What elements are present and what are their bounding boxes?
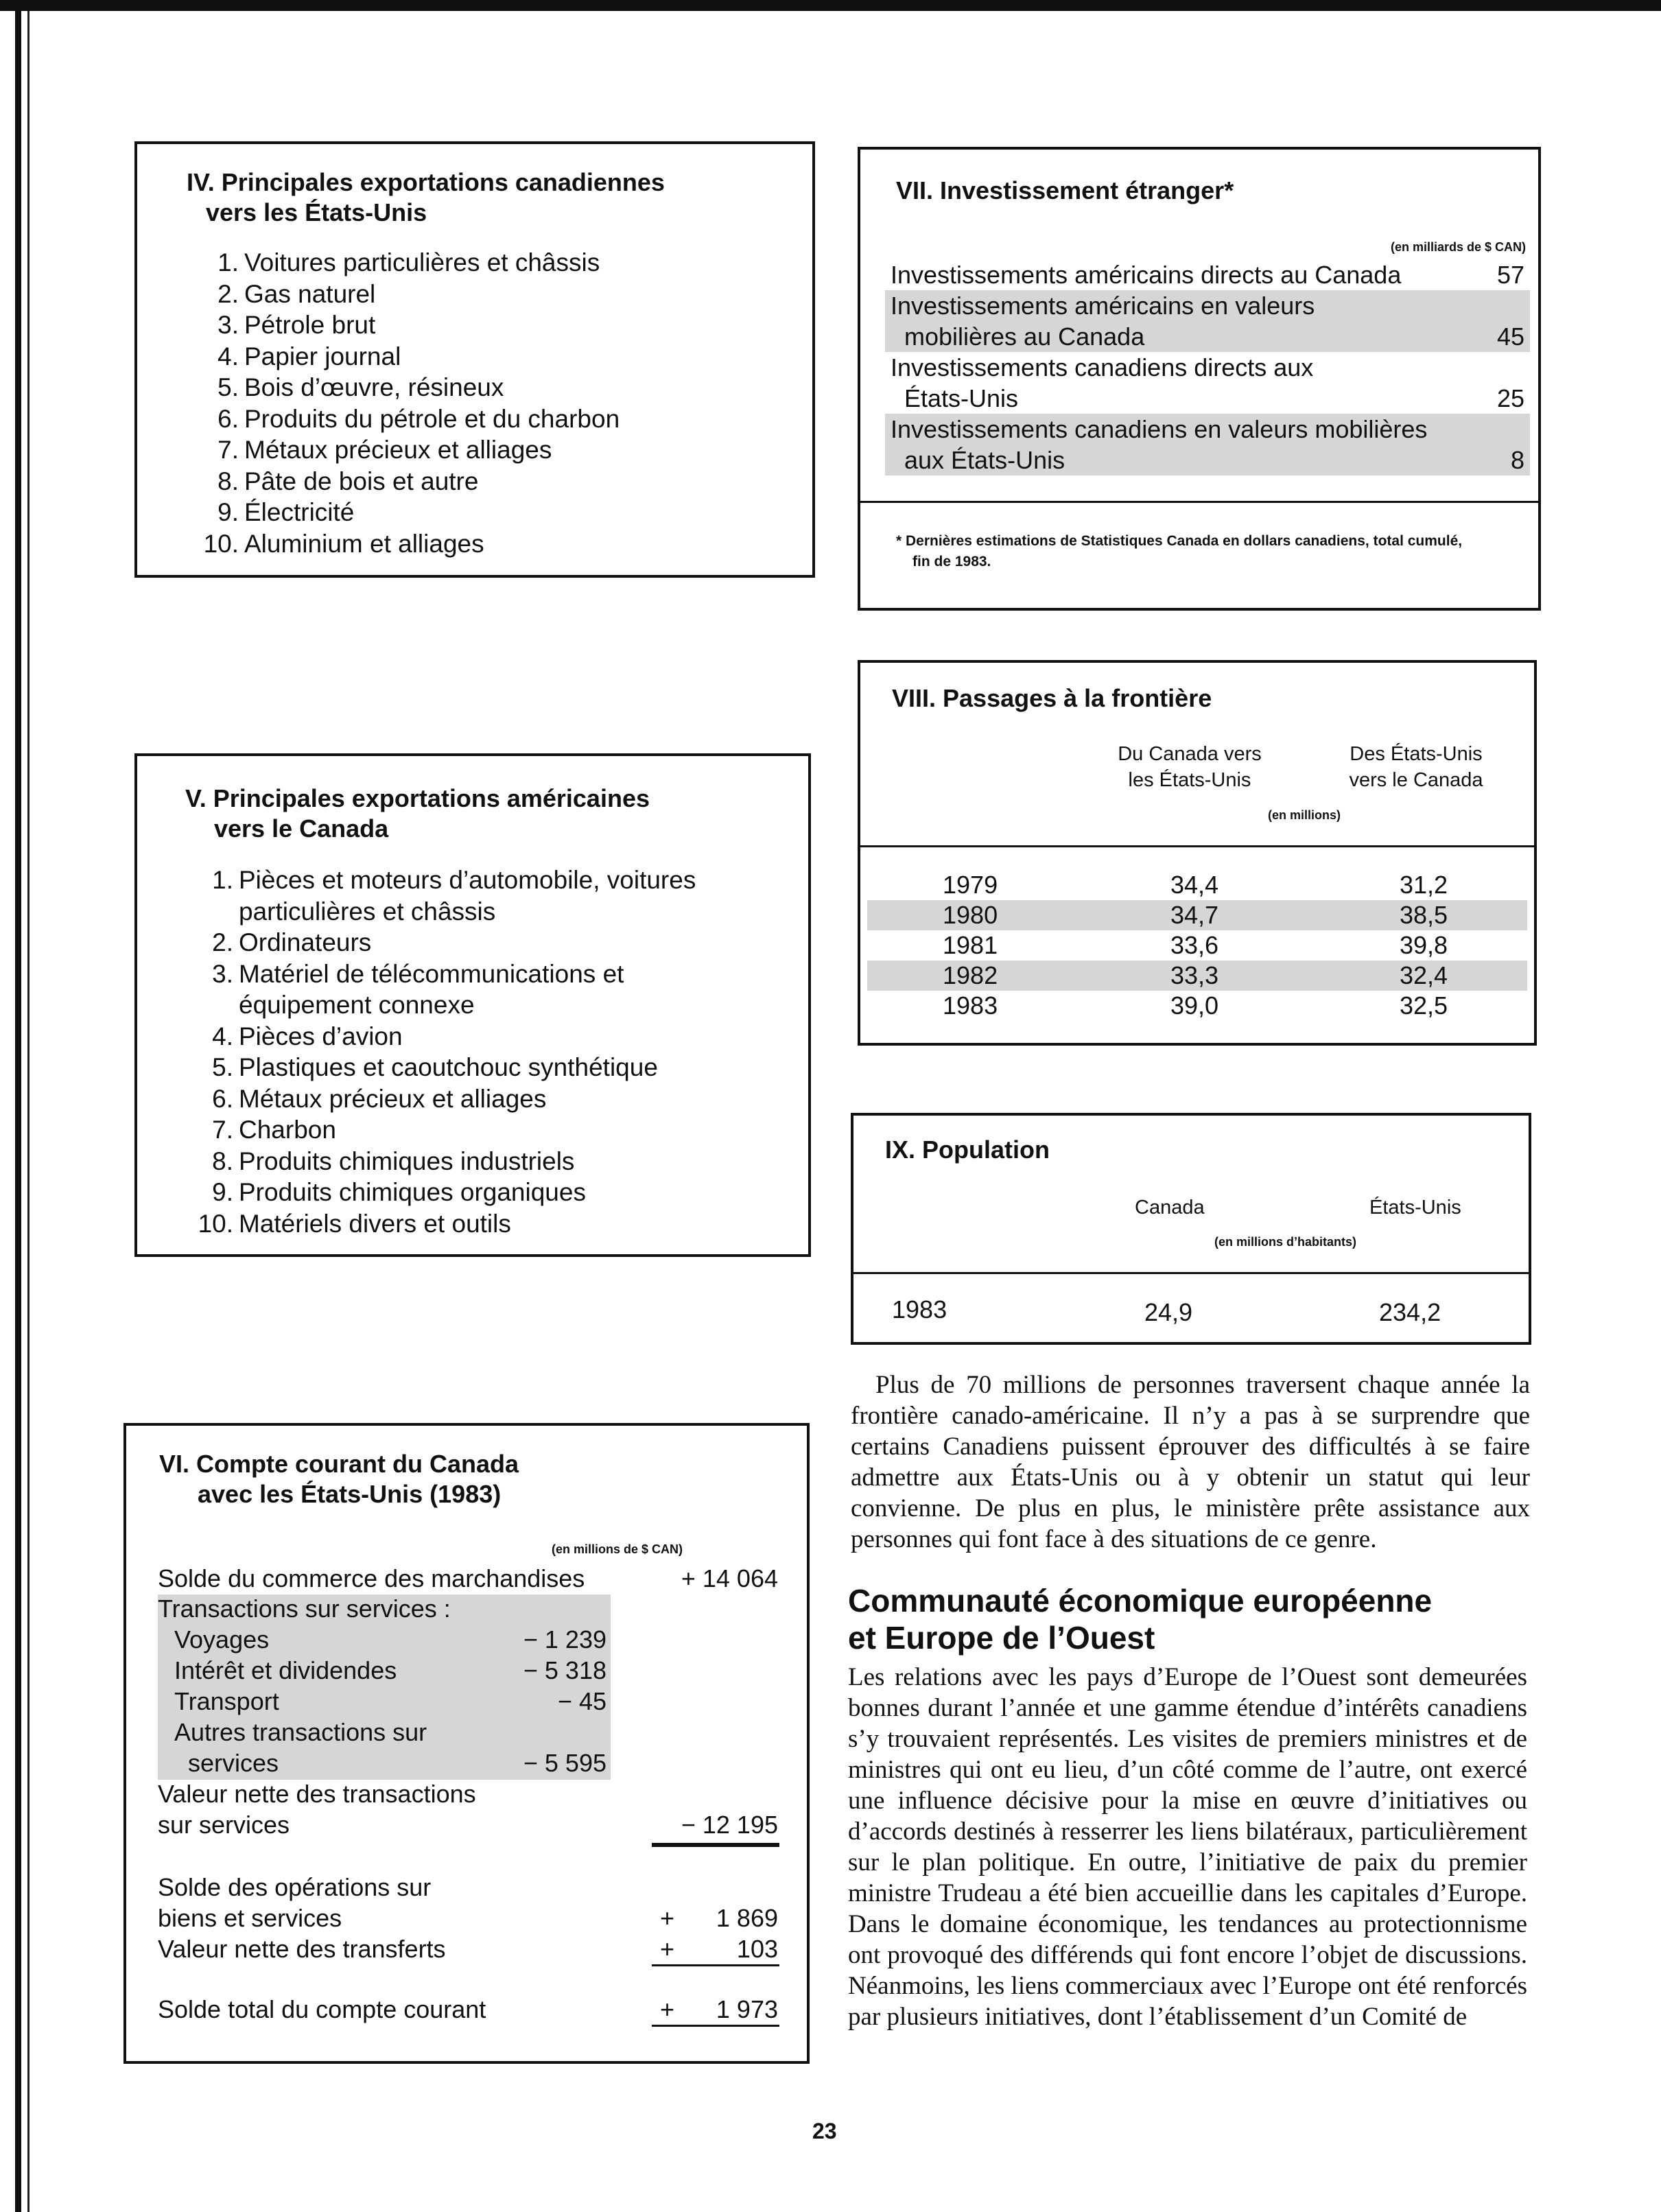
list-item-number: 6. bbox=[212, 1084, 233, 1113]
merch-label: Solde du commerce des marchandises bbox=[158, 1564, 585, 1592]
investment-label: Investissements américains en valeurs bbox=[891, 292, 1315, 320]
investment-value: 8 bbox=[1510, 446, 1524, 474]
services-label: Transactions sur services : bbox=[158, 1595, 451, 1623]
unit-label: (en milliards de $ CAN) bbox=[1390, 240, 1526, 254]
nette-label-cont: sur services bbox=[158, 1811, 290, 1839]
population-year: 1983 bbox=[892, 1295, 947, 1323]
biens-label: Solde des opérations sur bbox=[158, 1873, 432, 1901]
crossing-canada-us: 34,7 bbox=[1170, 901, 1219, 929]
list-item-text: Pâte de bois et autre bbox=[244, 467, 479, 495]
crossing-year: 1983 bbox=[943, 991, 998, 1020]
population-canada: 24,9 bbox=[1144, 1298, 1193, 1326]
page-number: 23 bbox=[812, 2119, 837, 2143]
footnote: * Dernières estimations de Statistiques Canada en dollars canadiens, total cumulé, fin de 1983. bbox=[896, 533, 1463, 569]
investment-row bbox=[885, 290, 1530, 352]
header-divider bbox=[860, 845, 1534, 847]
biens-sign: + bbox=[660, 1904, 675, 1932]
list-item bbox=[198, 497, 620, 528]
list-item-number: 1. bbox=[212, 866, 233, 894]
list-item-text: particulières et châssis bbox=[239, 897, 496, 926]
list-item bbox=[192, 1052, 696, 1083]
list-item-text: Électricité bbox=[244, 498, 355, 526]
biens-value: 1 869 bbox=[716, 1904, 778, 1932]
underline bbox=[652, 1964, 779, 1966]
list-item bbox=[192, 1146, 696, 1177]
interet-label: Intérêt et dividendes bbox=[174, 1656, 397, 1684]
list-item bbox=[192, 927, 696, 958]
list-item-number: 1. bbox=[217, 248, 239, 276]
underline bbox=[652, 2025, 779, 2027]
list-item bbox=[192, 896, 696, 928]
investment-label: Investissements canadiens directs aux bbox=[891, 353, 1314, 381]
investment-label: Investissements américains directs au Canada bbox=[891, 261, 1402, 289]
crossing-us-canada: 31,2 bbox=[1400, 871, 1448, 899]
nette-label: Valeur nette des transactions bbox=[158, 1780, 476, 1808]
list-item bbox=[198, 341, 620, 373]
crossing-canada-us: 33,6 bbox=[1170, 931, 1219, 959]
crossing-year: 1982 bbox=[943, 961, 998, 989]
list-item-number: 10. bbox=[203, 529, 239, 558]
list-item-number bbox=[192, 896, 239, 928]
investment-row bbox=[885, 259, 1530, 290]
section-heading: Communauté économique européenne et Europe de l’Ouest bbox=[848, 1583, 1433, 1656]
list-item bbox=[198, 247, 620, 279]
autres-label: Autres transactions sur bbox=[174, 1718, 427, 1746]
box-current-account bbox=[123, 1423, 810, 2064]
list-item-text: Pièces et moteurs d’automobile, voitures bbox=[239, 866, 696, 894]
crossing-row bbox=[867, 930, 1527, 961]
box-title: V. Principales exportations américaines vers le Canada bbox=[185, 784, 650, 843]
col-header-us: États-Unis bbox=[1369, 1197, 1461, 1219]
list-item bbox=[192, 958, 696, 990]
voyages-value: − 1 239 bbox=[523, 1625, 606, 1654]
double-underline bbox=[652, 1843, 779, 1847]
list-item bbox=[192, 1177, 696, 1208]
list-item-number: 3. bbox=[212, 959, 233, 988]
list-item-text: Produits du pétrole et du charbon bbox=[244, 404, 620, 433]
transport-value: − 45 bbox=[557, 1687, 606, 1715]
autres-label-cont: services bbox=[188, 1749, 279, 1777]
list-item bbox=[198, 279, 620, 310]
list-item-text: Matériels divers et outils bbox=[239, 1209, 511, 1238]
list-item-text: Charbon bbox=[239, 1116, 336, 1144]
transferts-sign: + bbox=[660, 1935, 675, 1963]
list-item bbox=[198, 372, 620, 403]
box-population bbox=[851, 1113, 1531, 1345]
crossing-canada-us: 39,0 bbox=[1170, 991, 1219, 1020]
crossing-row bbox=[867, 900, 1527, 930]
biens-label-cont: biens et services bbox=[158, 1904, 342, 1932]
list-item bbox=[198, 528, 620, 560]
list-item-text: Produits chimiques organiques bbox=[239, 1178, 586, 1206]
box-border-crossings bbox=[858, 660, 1537, 1046]
box-foreign-investment bbox=[858, 147, 1541, 611]
investment-label: Investissements canadiens en valeurs mobilières bbox=[891, 415, 1428, 443]
list-item-number: 3. bbox=[217, 311, 239, 339]
investment-value: 25 bbox=[1496, 384, 1524, 412]
list-item bbox=[192, 1021, 696, 1052]
investment-label-cont: États-Unis bbox=[904, 384, 1019, 412]
list-item-number: 8. bbox=[212, 1146, 233, 1175]
list-item bbox=[192, 864, 696, 896]
list-item bbox=[198, 434, 620, 466]
list-item-text: Ordinateurs bbox=[239, 928, 372, 956]
exports-list bbox=[198, 247, 620, 559]
investment-label-cont: mobilières au Canada bbox=[904, 322, 1145, 351]
box-title: VII. Investissement étranger* bbox=[896, 176, 1234, 204]
voyages-label: Voyages bbox=[174, 1625, 270, 1654]
list-item-text: Plastiques et caoutchouc synthétique bbox=[239, 1053, 658, 1081]
col-header-canada: Canada bbox=[1135, 1197, 1205, 1219]
list-item-number: 7. bbox=[212, 1116, 233, 1144]
list-item-text: Matériel de télécommunications et bbox=[239, 959, 624, 988]
crossing-us-canada: 38,5 bbox=[1400, 901, 1448, 929]
col-header-canada-us: Du Canada vers les États-Unis bbox=[1118, 743, 1262, 791]
crossing-year: 1980 bbox=[943, 901, 998, 929]
population-us: 234,2 bbox=[1379, 1298, 1441, 1326]
list-item-text: Métaux précieux et alliages bbox=[239, 1084, 547, 1113]
total-sign: + bbox=[660, 1995, 675, 2023]
list-item bbox=[192, 989, 696, 1021]
list-item bbox=[198, 466, 620, 497]
list-item-number bbox=[192, 989, 239, 1021]
crossing-row bbox=[867, 991, 1527, 1021]
box-title: IX. Population bbox=[885, 1136, 1050, 1164]
list-item-number: 4. bbox=[212, 1022, 233, 1050]
list-item bbox=[198, 403, 620, 435]
scan-left-edge bbox=[15, 0, 21, 2212]
crossing-row bbox=[867, 961, 1527, 991]
list-item-number: 2. bbox=[212, 928, 233, 956]
list-item bbox=[192, 1208, 696, 1240]
footnote-divider bbox=[860, 501, 1538, 503]
list-item bbox=[192, 1083, 696, 1115]
box-us-exports bbox=[134, 753, 811, 1257]
exports-list bbox=[192, 864, 696, 1239]
crossing-us-canada: 32,5 bbox=[1400, 991, 1448, 1020]
list-item-text: Produits chimiques industriels bbox=[239, 1146, 575, 1175]
unit-label: (en millions) bbox=[1268, 808, 1341, 822]
list-item-text: Gas naturel bbox=[244, 279, 376, 308]
nette-value: − 12 195 bbox=[681, 1811, 778, 1839]
list-item-text: Papier journal bbox=[244, 342, 401, 370]
investment-label-cont: aux États-Unis bbox=[904, 446, 1065, 474]
list-item-text: équipement connexe bbox=[239, 991, 475, 1019]
list-item-number: 7. bbox=[217, 436, 239, 464]
total-label: Solde total du compte courant bbox=[158, 1995, 486, 2023]
investment-value: 57 bbox=[1496, 261, 1524, 289]
list-item-text: Métaux précieux et alliages bbox=[244, 436, 552, 464]
list-item bbox=[198, 309, 620, 341]
header-divider bbox=[853, 1272, 1529, 1274]
crossing-us-canada: 32,4 bbox=[1400, 961, 1448, 989]
list-item-text: Aluminium et alliages bbox=[244, 529, 484, 558]
list-item-text: Voitures particulières et châssis bbox=[244, 248, 600, 276]
interet-value: − 5 318 bbox=[523, 1656, 606, 1684]
autres-value: − 5 595 bbox=[523, 1749, 606, 1777]
crossing-us-canada: 39,8 bbox=[1400, 931, 1448, 959]
list-item-number: 2. bbox=[217, 279, 239, 308]
list-item bbox=[192, 1114, 696, 1146]
investment-row bbox=[885, 414, 1530, 475]
list-item-text: Pétrole brut bbox=[244, 311, 376, 339]
list-item-number: 8. bbox=[217, 467, 239, 495]
total-value: 1 973 bbox=[716, 1995, 778, 2023]
list-item-text: Pièces d’avion bbox=[239, 1022, 403, 1050]
transport-label: Transport bbox=[174, 1687, 279, 1715]
list-item-number: 6. bbox=[217, 404, 239, 433]
crossing-canada-us: 34,4 bbox=[1170, 871, 1219, 899]
list-item-number: 9. bbox=[212, 1178, 233, 1206]
list-item-number: 5. bbox=[212, 1053, 233, 1081]
scan-top-edge bbox=[0, 0, 1661, 11]
transferts-label: Valeur nette des transferts bbox=[158, 1935, 446, 1963]
list-item-text: Bois d’œuvre, résineux bbox=[244, 373, 504, 401]
paragraph-europe: Les relations avec les pays d’Europe de l’Ouest sont demeurées bonnes durant l’année et une gamme étendue d’intérêts canadiens s’y trouvaient représentés. Les visites de premiers ministres et de ministres qui ont eu lieu, d’un côté comme de l’autre, ont exercé une influence décisive pour la mise en œuvre d’initiatives ou d’accords destinés à resserrer les liens bilatéraux, particulièrement sur le plan politique. En outre, l’initiative de paix du premier ministre Trudeau a été bien accueillie dans les capitales d’Europe. Dans le domaine économique, les tendances au protectionnisme ont provoqué des différends qui font encore l’objet de discussions. Néanmoins, les liens commerciaux avec l’Europe ont été renforcés par plusieurs initiatives, dont l’établissement d’un Comité de bbox=[848, 1663, 1527, 2031]
box-title: VIII. Passages à la frontière bbox=[892, 684, 1212, 712]
unit-label: (en millions d’habitants) bbox=[1214, 1235, 1357, 1249]
transferts-value: 103 bbox=[736, 1935, 778, 1963]
investment-row bbox=[885, 352, 1530, 414]
col-header-us-canada: Des États-Unis vers le Canada bbox=[1349, 743, 1483, 791]
box-title: IV. Principales exportations canadiennes vers les États-Unis bbox=[187, 168, 665, 226]
list-item-number: 5. bbox=[217, 373, 239, 401]
investment-value: 45 bbox=[1496, 322, 1524, 351]
crossing-year: 1979 bbox=[943, 871, 998, 899]
scan-left-line bbox=[27, 11, 30, 2212]
crossing-row bbox=[867, 870, 1527, 900]
unit-label: (en millions de $ CAN) bbox=[552, 1542, 683, 1556]
paragraph-border: Plus de 70 millions de personnes traversent chaque année la frontière canado-américaine. Il n’y a pas à se surprendre que certains Canadiens puissent éprouver des difficultés à se faire admettre aux États-Unis ou à y obtenir un statut qui leur convienne. De plus en plus, le ministère prête assistance aux personnes qui font face à des situations de ce genre. bbox=[851, 1371, 1530, 1553]
list-item-number: 10. bbox=[198, 1209, 233, 1238]
list-item-number: 9. bbox=[217, 498, 239, 526]
merch-value: + 14 064 bbox=[681, 1564, 778, 1592]
box-canadian-exports bbox=[134, 141, 815, 578]
list-item-number: 4. bbox=[217, 342, 239, 370]
crossing-canada-us: 33,3 bbox=[1170, 961, 1219, 989]
box-title: VI. Compte courant du Canada avec les États-Unis (1983) bbox=[159, 1450, 519, 1508]
crossing-year: 1981 bbox=[943, 931, 998, 959]
